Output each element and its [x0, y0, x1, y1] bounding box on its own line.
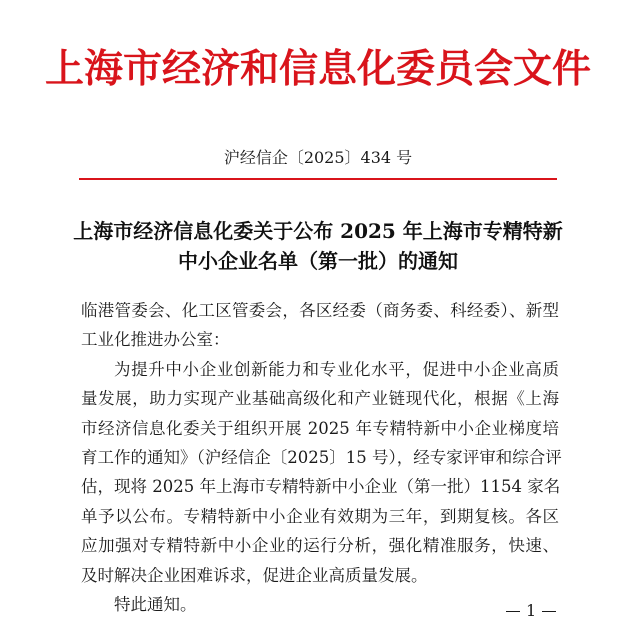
- page-number-dash-left: [506, 611, 520, 612]
- paragraph-line: 量发展，助力实现产业基础高级化和产业链现代化，根据《上海: [81, 389, 559, 409]
- page-number-value: 1: [526, 601, 537, 620]
- addressee-line-1: 临港管委会、化工区管委会，各区经委（商务委、科经委）、新型: [81, 301, 559, 320]
- addressee-line-2: 工业化推进办公室：: [81, 330, 230, 350]
- paragraph-line: 估，现将 2025 年上海市专精特新中小企业（第一批）1154 家名: [81, 477, 561, 497]
- paragraph-line: 单予以公布。专精特新中小企业有效期为三年，到期复核。各区: [81, 506, 559, 526]
- notice-title-line-2: 中小企业名单（第一批）的通知: [178, 249, 458, 273]
- paragraph-line: 及时解决企业困难诉求，促进企业高质量发展。: [81, 565, 428, 585]
- issuer-title: 上海市经济和信息化委员会文件: [44, 46, 591, 92]
- paragraph-line: 育工作的通知》（沪经信企〔2025〕15 号），经专家评审和综合评: [81, 447, 562, 467]
- paragraph-line: 为提升中小企业创新能力和专业化水平，促进中小企业高质: [114, 359, 559, 379]
- page-number-dash-right: [542, 611, 556, 612]
- notice-title-line-1: 上海市经济信息化委关于公布 2025 年上海市专精特新: [73, 219, 563, 243]
- notice-title: [60, 216, 576, 276]
- paragraph-line: 应加强对专精特新中小企业的运行分析，强化精准服务，快速、: [81, 536, 559, 556]
- notice-body: [81, 296, 562, 619]
- closing-line: 特此通知。: [114, 594, 197, 614]
- paragraph-line: 市经济信息化委关于组织开展 2025 年专精特新中小企业梯度培: [81, 418, 559, 438]
- document-number: 沪经信企〔2025〕434 号: [223, 148, 413, 167]
- page-number: [500, 600, 562, 622]
- red-divider-line: [79, 178, 557, 180]
